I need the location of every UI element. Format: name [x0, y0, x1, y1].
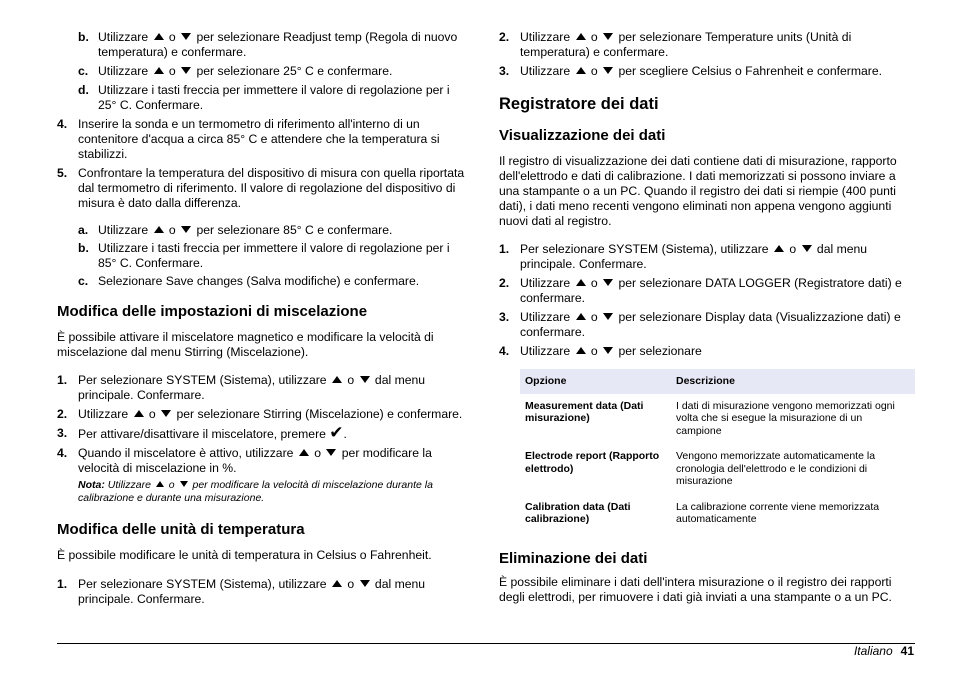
step-text: o	[590, 64, 598, 78]
footer-divider	[57, 643, 915, 644]
view-data-paragraph: Il registro di visualizzazione dei dati contiene dati di misurazione, rapporto dell'elettrodo e dati di calibrazione. I dati memorizzati si possono inviare a una stampante o a un PC. Quando il registro dei dati si riempie (400 punti dati), i dati meno recenti vengono eliminati non appena vengono aggiunti nuovi dati al registro.	[499, 154, 897, 228]
option-cell: Electrode report (Rapporto elettrodo)	[520, 444, 671, 495]
step-number: 4.	[57, 117, 68, 131]
description-cell: La calibrazione corrente viene memorizzata automaticamente	[671, 494, 915, 532]
table-header-row	[520, 369, 915, 394]
step-text: per selezionare DATA LOGGER (Registratore dati) e confermare.	[520, 276, 902, 305]
down-arrow-icon	[181, 67, 191, 74]
down-arrow-icon	[181, 226, 191, 233]
up-arrow-icon	[156, 481, 164, 487]
step-1d	[57, 83, 470, 113]
note-label: Nota:	[78, 479, 105, 491]
step-text: per selezionare 25° C e confermare.	[196, 64, 393, 78]
down-arrow-icon	[603, 33, 613, 40]
column-header-description: Descrizione	[671, 369, 915, 394]
step-number: 2.	[499, 30, 510, 44]
step-number: d.	[78, 83, 89, 97]
step-number: 1.	[499, 242, 510, 256]
step-text: o	[590, 30, 598, 44]
step-text: per selezionare Temperature units (Unità di temperatura) e confermare.	[520, 30, 852, 59]
up-arrow-icon	[576, 279, 586, 286]
step-text: per selezionare	[618, 344, 702, 358]
step-number: 4.	[57, 446, 68, 460]
step-5a	[57, 223, 470, 238]
mixing-paragraph: È possibile attivare il miscelatore magnetico e modificare la velocità di miscelazione dal menu Stirring (Miscelazione).	[57, 330, 434, 359]
step-number: c.	[78, 274, 89, 288]
step-text: Utilizzare i tasti freccia per immettere il valore di regolazione per i 25° C. Confermare.	[98, 83, 450, 112]
step-text: Confrontare la temperatura del dispositivo di misura con quella riportata dal termometro di riferimento. Il valore di regolazione del dispositivo di misura è dato dalla differenza.	[78, 166, 465, 210]
step-text: Selezionare Save changes (Salva modifiche) e confermare.	[98, 274, 420, 288]
step-text: per modificare la velocità di miscelazione in %.	[78, 446, 432, 475]
step-text: o	[314, 446, 321, 460]
footer-language: Italiano	[853, 644, 893, 658]
up-arrow-icon	[332, 376, 342, 383]
down-arrow-icon	[161, 410, 171, 417]
page-footer	[854, 644, 914, 658]
step-number: 3.	[499, 310, 510, 324]
step-5c	[57, 274, 470, 289]
step-number: 3.	[499, 64, 510, 78]
step-text: Utilizzare	[520, 310, 571, 324]
temp-step-3	[499, 64, 915, 79]
up-arrow-icon	[154, 67, 164, 74]
up-arrow-icon	[576, 347, 586, 354]
option-cell: Calibration data (Dati calibrazione)	[520, 494, 671, 532]
step-text: Utilizzare	[98, 64, 149, 78]
step-text: Per attivare/disattivare il miscelatore, premere	[78, 427, 326, 441]
step-text: dal menu principale. Confermare.	[78, 577, 426, 606]
step-text: o	[168, 30, 176, 44]
step-text: per selezionare Readjust temp (Regola di nuovo temperatura) e confermare.	[98, 30, 458, 59]
checkmark-icon: ✔	[329, 423, 344, 442]
down-arrow-icon	[360, 580, 370, 587]
up-arrow-icon	[576, 67, 586, 74]
step-number: 2.	[499, 276, 510, 290]
down-arrow-icon	[802, 245, 812, 252]
section-heading-temperature: Modifica delle unità di temperatura	[57, 521, 305, 538]
step-text: o	[347, 373, 355, 387]
description-cell: Vengono memorizzate automaticamente la cronologia dell'elettrodo e le condizioni di misurazione	[671, 444, 915, 495]
down-arrow-icon	[603, 67, 613, 74]
left-column	[57, 30, 470, 607]
step-text: per selezionare Display data (Visualizzazione dati) e confermare.	[520, 310, 901, 339]
step-text: per selezionare 85° C e confermare.	[196, 223, 393, 237]
step-text: Inserire la sonda e un termometro di riferimento all'interno di un contenitore d'acqua a circa 85° C e attendere che la temperatura si stabilizzi.	[78, 117, 440, 161]
step-text: o	[789, 242, 797, 256]
mix-step-2	[57, 407, 470, 422]
view-step-2	[499, 276, 915, 306]
mix-step-1	[57, 373, 470, 403]
options-table	[520, 369, 915, 533]
option-cell: Measurement data (Dati misurazione)	[520, 394, 671, 444]
table-row	[520, 444, 915, 495]
step-text: o	[590, 310, 598, 324]
step-text: Utilizzare	[98, 223, 149, 237]
step-1b	[57, 30, 470, 60]
step-number: a.	[78, 223, 89, 237]
down-arrow-icon	[603, 347, 613, 354]
note-text: Utilizzare	[107, 479, 151, 491]
step-4	[57, 117, 470, 162]
step-number: 1.	[57, 373, 68, 387]
section-heading-delete-data: Eliminazione dei dati	[499, 549, 648, 567]
step-number: 3.	[57, 426, 68, 440]
step-text: Utilizzare	[98, 30, 149, 44]
step-number: b.	[78, 30, 89, 44]
step-text: o	[590, 276, 598, 290]
step-text: Per selezionare SYSTEM (Sistema), utilizzare	[78, 577, 327, 591]
step-text: o	[168, 223, 176, 237]
down-arrow-icon	[181, 33, 191, 40]
description-cell: I dati di misurazione vengono memorizzati ogni volta che si esegue la misurazione di un campione	[671, 394, 915, 444]
step-text: dal menu principale. Confermare.	[78, 373, 426, 402]
down-arrow-icon	[603, 313, 613, 320]
right-column	[499, 30, 915, 605]
step-text: Utilizzare	[520, 64, 571, 78]
down-arrow-icon	[603, 279, 613, 286]
view-step-4	[499, 344, 915, 359]
step-5	[57, 166, 470, 211]
step-text: Per selezionare SYSTEM (Sistema), utilizzare	[78, 373, 327, 387]
step-text: Utilizzare	[78, 407, 129, 421]
step-1c	[57, 64, 470, 79]
step-text: Utilizzare	[520, 30, 571, 44]
up-arrow-icon	[134, 410, 144, 417]
step-text: o	[148, 407, 156, 421]
table-row	[520, 394, 915, 444]
up-arrow-icon	[154, 226, 164, 233]
delete-data-paragraph: È possibile eliminare i dati dell'intera misurazione o il registro dei rapporti degli elettrodi, per rimuovere i dati già inviati a una stampante o a un PC.	[499, 574, 892, 604]
page-number: 41	[900, 644, 914, 658]
mix-step-4	[57, 446, 470, 476]
note-text: o	[168, 479, 175, 491]
section-heading-data-logger: Registratore dei dati	[499, 95, 659, 113]
up-arrow-icon	[576, 313, 586, 320]
step-text: o	[347, 577, 355, 591]
step-text: per selezionare Stirring (Miscelazione) e confermare.	[176, 407, 463, 421]
step-text: Utilizzare i tasti freccia per immettere il valore di regolazione per i 85° C. Confermare.	[98, 241, 450, 270]
step-number: 5.	[57, 166, 68, 180]
down-arrow-icon	[360, 376, 370, 383]
step-text: Quando il miscelatore è attivo, utilizzare	[78, 446, 294, 460]
down-arrow-icon	[326, 449, 336, 456]
step-number: c.	[78, 64, 89, 78]
table-row	[520, 494, 915, 532]
up-arrow-icon	[576, 33, 586, 40]
step-number: 4.	[499, 344, 510, 358]
up-arrow-icon	[774, 245, 784, 252]
temp-step-2	[499, 30, 915, 60]
step-text: Per selezionare SYSTEM (Sistema), utilizzare	[520, 242, 769, 256]
view-step-3	[499, 310, 915, 340]
column-header-option: Opzione	[520, 369, 671, 394]
step-text: .	[343, 427, 347, 441]
step-number: 2.	[57, 407, 68, 421]
step-5b	[57, 241, 470, 271]
mixing-note	[57, 479, 470, 505]
temperature-paragraph: È possibile modificare le unità di temperatura in Celsius o Fahrenheit.	[57, 548, 432, 562]
temp-step-1	[57, 577, 470, 607]
step-text: o	[590, 344, 598, 358]
step-text: dal menu principale. Confermare.	[520, 242, 868, 271]
up-arrow-icon	[154, 33, 164, 40]
up-arrow-icon	[299, 449, 309, 456]
step-text: o	[168, 64, 176, 78]
step-text: Utilizzare	[520, 344, 571, 358]
step-number: 1.	[57, 577, 68, 591]
mix-step-3	[57, 423, 470, 442]
step-number: b.	[78, 241, 89, 255]
section-heading-mixing: Modifica delle impostazioni di miscelazione	[57, 303, 368, 320]
down-arrow-icon	[180, 481, 188, 487]
view-step-1	[499, 242, 915, 272]
step-text: Utilizzare	[520, 276, 571, 290]
section-heading-view-data: Visualizzazione dei dati	[499, 127, 666, 144]
up-arrow-icon	[332, 580, 342, 587]
note-text: per modificare la velocità di miscelazione durante la calibrazione e durante una misurazione.	[78, 479, 433, 504]
step-text: per scegliere Celsius o Fahrenheit e confermare.	[618, 64, 882, 78]
